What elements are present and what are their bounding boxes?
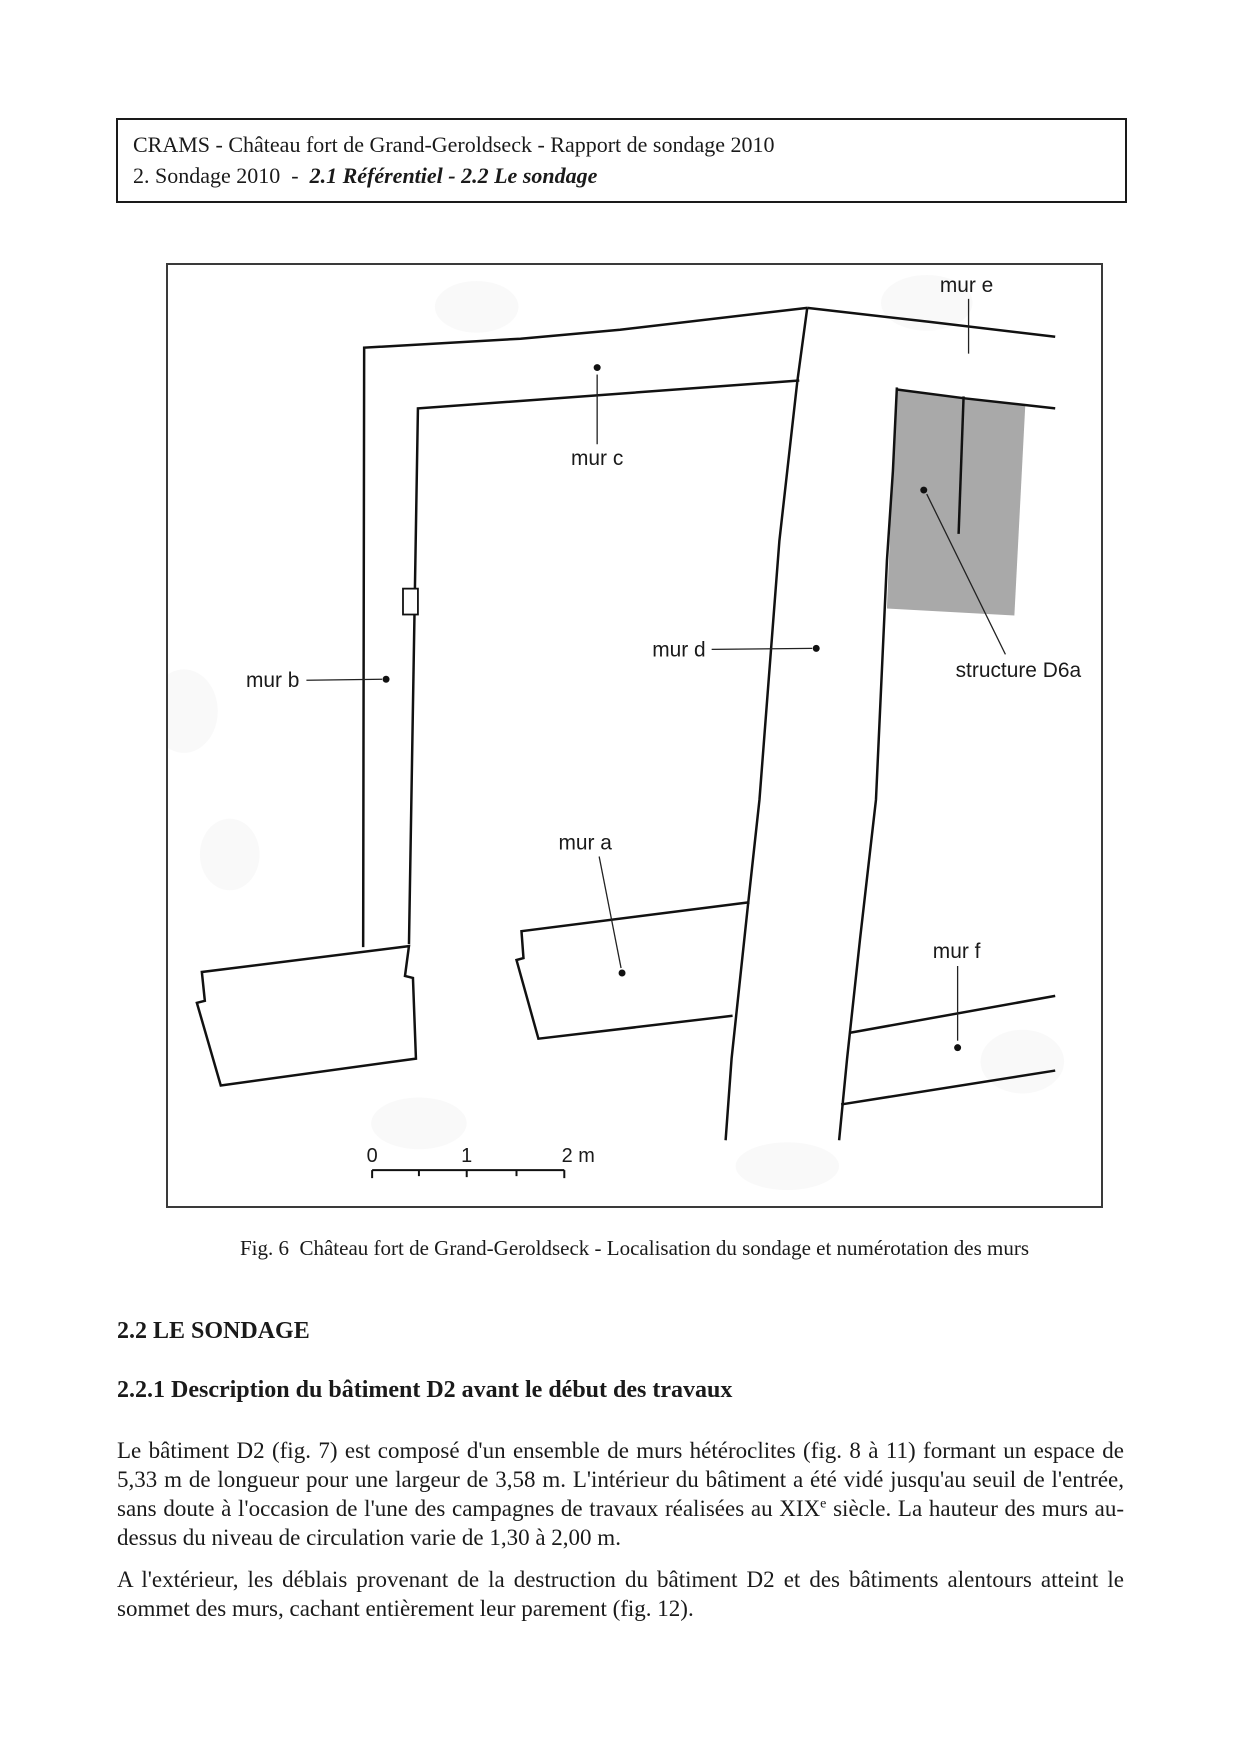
scale-zero-label: 0 — [366, 1145, 378, 1168]
scan-artifact — [981, 1030, 1065, 1094]
header-breadcrumb-line — [133, 160, 1125, 191]
mur-f-dot — [954, 1044, 961, 1051]
paragraph-1-text: Le bâtiment D2 (fig. 7) est composé d'un ensemble de murs hétéroclites (fig. 8 à 11) formant un espace de 5,33 m de longueur pour une largeur de 3,58 m. L'intérieur du bâtiment a été vidé jusqu'au seuil de l'entrée, sans doute à l'occasion de l'une des campagnes de travaux réalisées au XIX — [117, 1438, 1124, 1521]
structure-d6a-dot — [920, 487, 927, 494]
structure-d6a-area — [887, 389, 1025, 615]
figure-6-plan — [166, 263, 1103, 1208]
header-title-line: CRAMS - Château fort de Grand-Geroldseck - Rapport de sondage 2010 — [133, 132, 775, 157]
scan-artifact — [200, 819, 260, 891]
mur-a-leader — [599, 856, 621, 968]
scale-one-label: 1 — [461, 1145, 473, 1168]
scan-artifact — [736, 1142, 840, 1190]
paragraph-1-text-end: siècle. La hauteur des murs au-dessus du niveau de circulation varie de 1,30 à 2,00 m. — [117, 1496, 1125, 1550]
mur-d-label: mur d — [652, 638, 706, 662]
scale-bar-ticks — [372, 1170, 564, 1178]
scan-artifact — [435, 281, 519, 333]
mur-e-label: mur e — [939, 273, 994, 297]
site-plan-drawing — [168, 265, 1101, 1206]
page-header-box — [116, 118, 1127, 203]
mur-d-dot — [813, 645, 820, 652]
mur-b-dot — [383, 676, 390, 683]
mur-a-outline — [517, 902, 750, 1038]
mur-b-notch — [403, 589, 418, 615]
superscript-e: e — [820, 1496, 827, 1512]
paragraph-2: A l'extérieur, les déblais provenant de la destruction du bâtiment D2 et des bâtiments alentours atteint le sommet des murs, cachant entièrement leur parement (fig. 12). — [117, 1567, 1124, 1621]
body-text — [117, 1436, 1124, 1623]
mur-c-dot — [594, 364, 601, 371]
header-chapter: 2. Sondage 2010 - — [133, 163, 310, 188]
paragraph-1 — [117, 1436, 1124, 1552]
scan-artifact — [168, 669, 218, 753]
figure-caption: Fig. 6 Château fort de Grand-Geroldseck - Localisation du sondage et numérotation des murs — [239, 1236, 1030, 1260]
mur-c-label: mur c — [571, 447, 624, 471]
mur-b-leader — [306, 679, 382, 680]
mur-d-right-line — [839, 387, 897, 1140]
mur-d-left-line — [726, 308, 808, 1140]
scale-bar — [367, 1145, 595, 1178]
scale-two-m-label: 2 m — [561, 1145, 595, 1168]
mur-b-label: mur b — [245, 669, 300, 693]
mur-a-dot — [619, 969, 626, 976]
mur-a-label: mur a — [558, 831, 612, 855]
subsection-heading: 2.2.1 Description du bâtiment D2 avant le début des travaux — [117, 1377, 733, 1403]
section-heading: 2.2 LE SONDAGE — [117, 1318, 310, 1344]
mur-d-leader — [712, 648, 813, 649]
mur-f-upper-line — [850, 996, 1055, 1033]
southwest-structure-outline — [197, 946, 416, 1085]
structure-d6a-label: structure D6a — [955, 659, 1082, 683]
scan-artifact — [371, 1097, 467, 1149]
mur-f-label: mur f — [932, 940, 981, 964]
header-subsections: 2.1 Référentiel - 2.2 Le sondage — [309, 163, 598, 188]
